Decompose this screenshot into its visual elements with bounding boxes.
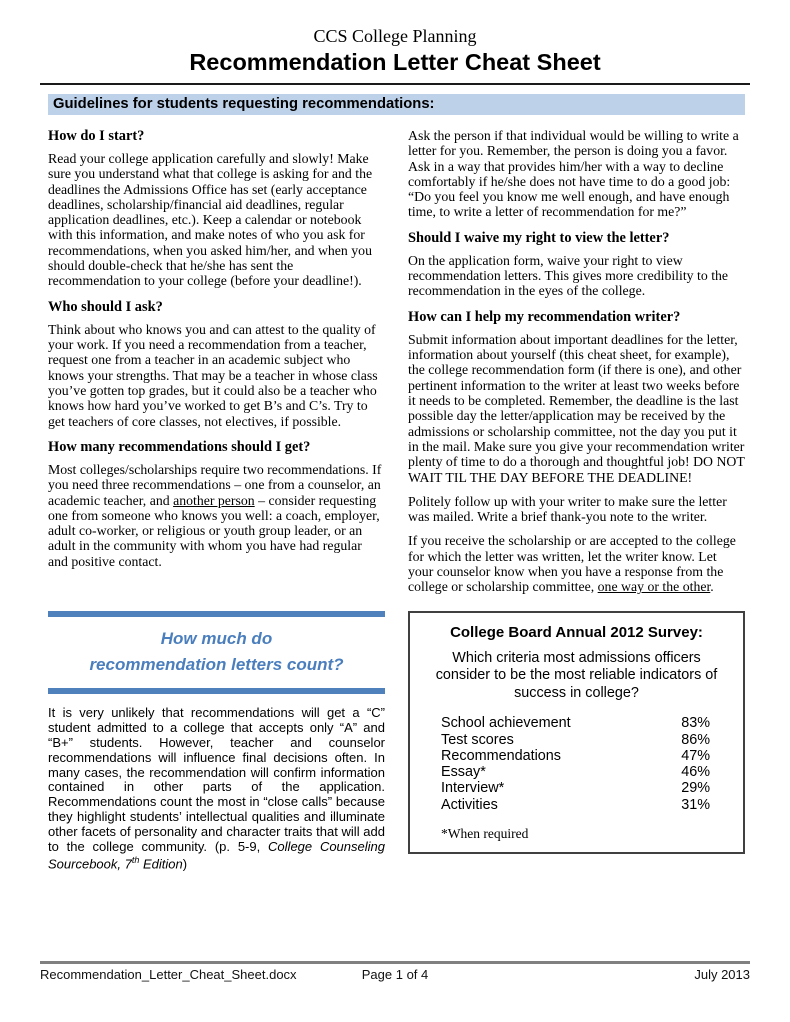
callout-bottom-bar: [48, 688, 385, 694]
section-paragraph-waive-right: On the application form, waive your right to view recommendation letters. This gives more credibility to the recommendation in the eyes of the college.: [408, 252, 729, 299]
document-header: [0, 0, 790, 76]
section-paragraph-how-do-i-start: Read your college application carefully and slowly! Make sure you understand what that college is asking for and the deadlines the Admissions Office has set (early acceptance deadlines, scholarship/financial aid deadlines, regular application deadlines, etc.). Keep a calendar or notebook with this information, and make notes of who you ask for recommendations, when you asked him/her, and when you should double-check that he/she has sent the recommendation to your college (before your deadline!).: [48, 150, 373, 289]
footer-date: July 2013: [694, 967, 750, 982]
callout-title-line2: recommendation letters count?: [89, 655, 344, 675]
section-heading-how-do-i-start: How do I start?: [48, 127, 145, 144]
row-label: Test scores: [441, 731, 514, 748]
table-row: [441, 748, 710, 764]
header-divider: [40, 83, 750, 85]
paragraph-follow-up: Politely follow up with your writer to make sure the letter was mailed. Write a brief thank-you note to the writer.: [408, 493, 727, 525]
section-heading-how-many-recommendations: How many recommendations should I get?: [48, 438, 311, 455]
survey-question: Which criteria most admissions officers consider to be the most reliable indicators of success in college?: [435, 649, 718, 701]
row-value: 31%: [681, 796, 710, 813]
table-row: [441, 732, 710, 748]
callout-title-line1: How much do: [160, 629, 273, 649]
paragraph-text: If you receive the scholarship or are accepted to the college for which the letter was written, let the writer know. Let your counselor know when you have a response from the college or scholarship committee,: [408, 533, 736, 595]
section-heading-who-should-i-ask: Who should I ask?: [48, 298, 163, 315]
underlined-phrase-one-way-or-other: one way or the other: [597, 579, 711, 595]
section-paragraph-how-many-recommendations: [48, 462, 385, 569]
callout-title: [48, 626, 385, 679]
callout-body-paragraph: [48, 706, 385, 873]
row-label: Activities: [441, 796, 498, 813]
citation-title: College Counseling Sourcebook, 7: [48, 839, 385, 872]
paragraph-text: Most colleges/scholarships require two recommendations. If you need three recommendations – one from a counselor, an academic teacher, and: [48, 461, 382, 508]
row-value: 47%: [681, 747, 710, 764]
underlined-phrase-another-person: another person: [173, 492, 255, 508]
callout-how-much-do-letters-count: [48, 611, 385, 694]
guidelines-banner: Guidelines for students requesting recommendations:: [48, 94, 745, 115]
row-value: 46%: [681, 764, 710, 781]
footer-row: [40, 967, 750, 982]
paragraph-text: – consider requesting one from someone who knows you well: a coach, employer, adult co-worker, or religious or youth group leader, or an adult in the community with whom you have had regular and positive contact.: [48, 492, 380, 569]
paragraph-ask-the-person: Ask the person if that individual would be willing to write a letter for you. Remember, the person is doing you a favor. Ask in a way that provides him/her with a way to decline comfortably if he/she does not have time to do a good job: “Do you feel you know me well enough, and have enough time, to write a letter of recommendation for me?”: [408, 127, 739, 220]
row-value: 29%: [681, 780, 710, 797]
table-row: [441, 780, 710, 796]
survey-rows: [441, 715, 710, 813]
survey-title: College Board Annual 2012 Survey:: [450, 623, 703, 641]
two-column-body: [48, 128, 745, 873]
section-heading-help-writer: How can I help my recommendation writer?: [408, 308, 681, 325]
citation-edition: Edition: [139, 856, 183, 872]
section-heading-waive-right: Should I waive my right to view the letter?: [408, 229, 670, 246]
page-title: Recommendation Letter Cheat Sheet: [189, 48, 601, 75]
table-row: [441, 797, 710, 813]
footer-filename: Recommendation_Letter_Cheat_Sheet.docx: [40, 967, 297, 982]
paragraph-text: .: [710, 579, 714, 595]
row-label: Recommendations: [441, 747, 561, 764]
paragraph-text: It is very unlikely that recommendations will get a “C” student admitted to a college that accepts only “A” and “B+” students. However, teacher and counselor recommendations will influence final decisions often. In many cases, the recommendation will confirm information contained in other parts of the application. Recommendations count the most in “close calls” because they highlight students’ intellectual qualities and illuminate other facets of personality and character traits that will add to the college community. (p. 5-9,: [48, 704, 385, 855]
table-row: [441, 715, 710, 731]
row-value: 86%: [681, 731, 710, 748]
citation-superscript: th: [131, 855, 140, 866]
survey-footnote: *When required: [441, 825, 529, 841]
organization-name: CCS College Planning: [313, 26, 477, 46]
section-paragraph-who-should-i-ask: Think about who knows you and can attest to the quality of your work. If you need a recommendation from a teacher, request one from a teacher in an academic subject who knows your strengths. That may be a teacher in whose class you’ve gotten top grades, but it could also be a teacher who knows how hard you’ve worked to get B’s and C’s. Try to get teachers of core classes, not electives, if possible.: [48, 321, 378, 429]
row-label: School achievement: [441, 715, 571, 732]
footer-divider: [40, 961, 750, 964]
paragraph-response: [408, 533, 745, 594]
row-label: Interview*: [441, 780, 505, 797]
row-value: 83%: [681, 715, 710, 732]
callout-top-bar: [48, 611, 385, 617]
table-row: [441, 764, 710, 780]
survey-box: [408, 611, 745, 854]
paragraph-text: ): [182, 856, 188, 872]
row-label: Essay*: [441, 764, 486, 781]
left-column: [48, 128, 385, 873]
footer-page-number: Page 1 of 4: [361, 967, 429, 982]
page-footer: [40, 961, 750, 982]
section-paragraph-help-writer: Submit information about important deadlines for the letter, information about yourself (this cheat sheet, for example), the college recommendation form (if there is one), and other pertinent information to the writer at least two weeks before it needs to be completed. Remember, the deadline is the last possible day the letter/application may be received by the admissions or scholarship committee, not the day you put it in the mail. Make sure you give your recommendation writer plenty of time to do a thorough and thoughtful job! DO NOT WAIT TIL THE DAY BEFORE THE DEADLINE!: [408, 331, 745, 485]
right-column: [408, 128, 745, 873]
